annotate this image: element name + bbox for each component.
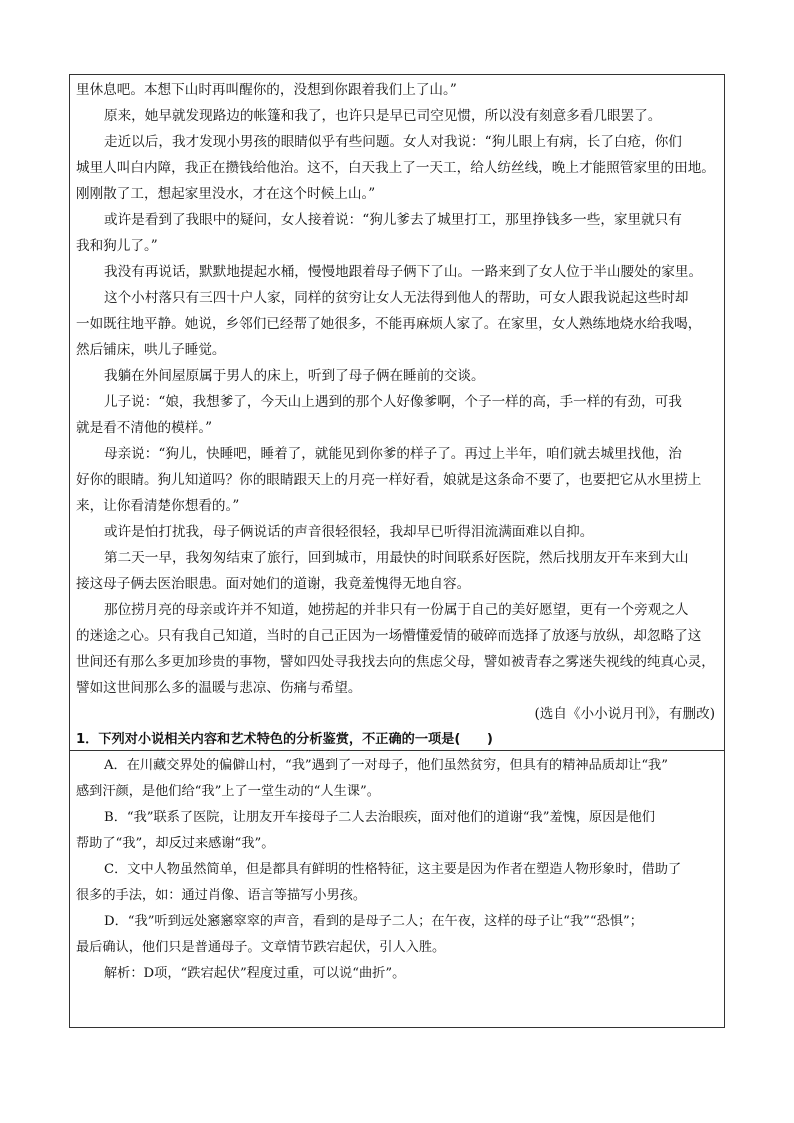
passage-line: 我躺在外间屋原属于男人的床上，听到了母子俩在睡前的交谈。 [104,368,485,384]
passage-line: 那位捞月亮的母亲或许并不知道，她捞起的并非只有一份属于自己的美好愿望，更有一个旁观之人 [104,602,689,618]
document-frame [69,74,725,1028]
passage-body [76,77,719,987]
passage-line: 或许是看到了我眼中的疑问，女人接着说：“狗儿爹去了城里打工，那里挣钱多一些，家里就只有 [104,212,682,228]
section-divider [70,750,724,751]
option-b-cont: 帮助了“我”，却反过来感谢“我”。 [76,836,275,851]
passage-line: 刚刚散了工，想起家里没水，才在这个时候上山。” [76,186,376,202]
passage-line: 城里人叫白内障，我正在攒钱给他治。这不，白天我上了一天工，给人纺丝线，晚上才能照管家里的田地。 [76,160,715,176]
passage-line: 的迷途之心。只有我自己知道，当时的自己正因为一场懵懂爱情的破碎而选择了放逐与放纵，却忽略了这 [76,628,702,644]
passage-line: 就是看不清他的模样。” [76,420,213,436]
passage-line: 譬如这世间那么多的温暖与悲凉、伤痛与希望。 [76,680,362,696]
option-c-cont: 很多的手法，如：通过肖像、语言等描写小男孩。 [76,888,367,903]
option-d-cont: 最后确认，他们只是普通母子。文章情节跌宕起伏，引人入胜。 [76,940,446,955]
passage-line: 接这母子俩去医治眼患。面对她们的道谢，我竟羞愧得无地自容。 [76,576,471,592]
option-c: C．文中人物虽然简单，但是都具有鲜明的性格特征，这主要是因为作者在塑造人物形象时，借助了 [104,862,682,877]
passage-line: 然后铺床，哄儿子睡觉。 [76,342,226,358]
passage-line: 或许是怕打扰我，母子俩说话的声音很轻很轻，我却早已听得泪流满面难以自抑。 [104,524,594,540]
option-a-cont: 感到汗颜，是他们给“我”上了一堂生动的“人生课”。 [76,784,380,799]
passage-line: 我和狗儿了。” [76,238,158,254]
analysis-text: 解析：D项，“跌宕起伏”程度过重，可以说“曲折”。 [104,966,406,981]
option-a: A．在川藏交界处的偏僻山村，“我”遇到了一对母子，他们虽然贫穷，但具有的精神品质却让“我” [104,758,668,773]
passage-line: 原来，她早就发现路边的帐篷和我了，也许只是早已司空见惯，所以没有刻意多看几眼罢了。 [104,108,662,124]
option-b: B．“我”联系了医院，让朋友开车接母子二人去治眼疾，面对他们的道谢“我”羞愧，原因是他们 [104,810,655,825]
passage-line: 母亲说：“狗儿，快睡吧，睡着了，就能见到你爹的样子了。再过上半年，咱们就去城里找他，治 [104,446,682,462]
passage-line: 世间还有那么多更加珍贵的事物，譬如四处寻我找去向的焦虑父母，譬如被青春之雾迷失视线的纯真心灵， [76,654,715,670]
passage-line: 第二天一早，我匆匆结束了旅行，回到城市，用最快的时间联系好医院，然后找朋友开车来到大山 [104,550,689,566]
passage-line: 一如既往地平静。她说，乡邻们已经帮了她很多，不能再麻烦人家了。在家里，女人熟练地烧水给我喝， [76,316,702,332]
passage-line: 走近以后，我才发现小男孩的眼睛似乎有些问题。女人对我说：“狗儿眼上有病，长了白疮，你们 [104,134,682,150]
source-citation: (选自《小小说月刊》，有删改) [534,706,715,722]
passage-line: 里休息吧。本想下山时再叫醒你的，没想到你跟着我们上了山。” [76,82,457,98]
question-stem: 1．下列对小说相关内容和艺术特色的分析鉴赏，不正确的一项是( ) [76,732,493,747]
passage-line: 好你的眼睛。狗儿知道吗？你的眼睛跟天上的月亮一样好看，娘就是这条命不要了，也要把它从水里捞上 [76,472,702,488]
passage-line: 来，让你看清楚你想看的。” [76,498,240,514]
option-d: D．“我”听到远处窸窸窣窣的声音，看到的是母子二人；在午夜，这样的母子让“我”“恐惧”； [104,914,643,929]
passage-line: 我没有再说话，默默地提起水桶，慢慢地跟着母子俩下了山。一路来到了女人位于半山腰处的家里。 [104,264,703,280]
passage-line: 这个小村落只有三四十户人家，同样的贫穷让女人无法得到他人的帮助，可女人跟我说起这些时却 [104,290,689,306]
passage-line: 儿子说：“娘，我想爹了，今天山上遇到的那个人好像爹啊，个子一样的高，手一样的有劲，可我 [104,394,682,410]
